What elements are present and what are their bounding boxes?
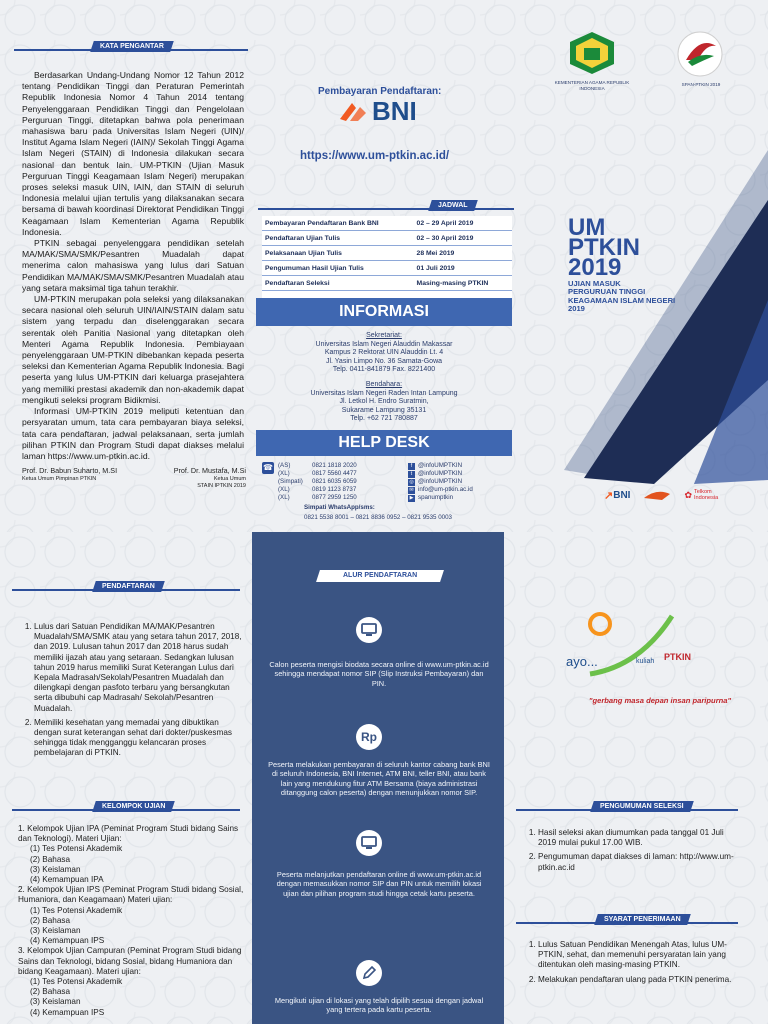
- bendahara-label: Bendahara:: [365, 380, 403, 388]
- pengumuman-header: PENGUMUMAN SELEKSI: [516, 801, 738, 813]
- materi-item: (4) Kemampuan IPS: [30, 936, 105, 946]
- jadwal-header: JADWAL: [258, 200, 514, 212]
- materi-item: (1) Tes Potensi Akademik: [30, 977, 123, 987]
- span-ptkin-emblem-icon: [676, 30, 724, 78]
- signer-name: Prof. Dr. Babun Suharto, M.SI: [22, 466, 118, 475]
- sponsor-bni-logo: [604, 489, 630, 502]
- ipa-materi: [18, 844, 246, 885]
- materi-item: (1) Tes Potensi Akademik: [30, 844, 123, 854]
- bni-mark-icon: ↗: [604, 489, 614, 502]
- jadwal-table: [262, 216, 512, 291]
- social-contact[interactable]: [408, 494, 512, 502]
- jadwal-date: 02 – 30 April 2019: [414, 231, 512, 246]
- kata-pengantar-body: [22, 70, 244, 462]
- materi-item: (4) Kemampuan IPS: [30, 1007, 105, 1017]
- whatsapp-label: Simpati WhatsApp/sms:: [304, 504, 375, 511]
- signature-left: [22, 466, 132, 483]
- carrier-tag: (AS): [278, 462, 291, 469]
- sekretariat-line: Kampus 2 Rektorat UIN Alauddin Lt. 4: [324, 349, 444, 357]
- cover-subtitle-line: KEAGAMAAN ISLAM NEGERI: [568, 295, 676, 305]
- ayo-text: ayo...: [566, 654, 598, 669]
- materi-item: (3) Keislaman: [30, 997, 81, 1007]
- sekretariat-line: Jl. Yasin Limpo No. 36 Samata-Gowa: [325, 357, 443, 365]
- cover-title: [568, 214, 640, 281]
- signer-title: STAIN IPTKIN 2019: [197, 482, 246, 489]
- alur-step-4: Mengikuti ujian di lokasi yang telah dipilih sesuai dengan jadwal yang tertera pada kartu peserta.: [274, 996, 484, 1015]
- phone-number: 0821 1818 2020: [312, 462, 357, 469]
- kemenag-emblem-icon: [566, 30, 618, 76]
- youtube-icon: ▶: [409, 494, 414, 501]
- campuran-materi: [18, 977, 246, 1018]
- social-handle: @infoUMPTKIN: [418, 462, 463, 469]
- cover-subtitle-line: 2019: [568, 304, 585, 314]
- jadwal-row: [262, 276, 512, 291]
- registration-url-link[interactable]: https://www.um-ptkin.ac.id/: [300, 150, 450, 162]
- ptkin-text: PTKIN: [664, 652, 691, 662]
- informasi-body: [262, 332, 506, 424]
- signer-title: Ketua Umum: [213, 475, 246, 482]
- cover-title-um: UM: [568, 214, 606, 241]
- phone-icon: ☎: [263, 463, 273, 472]
- kata-pengantar-paragraph: PTKIN sebagai penyelenggara pendidikan setelah MA/MAK/SMA/SMK/Pesantren Muadalah dapat menerima calon mahasiswa yang lulus dari Satuan Pendidikan MA/MAK/SMA/SMK/Pesantren Muadalah atau yang setara maksimal tiga tahun terakhir.: [22, 238, 244, 293]
- jadwal-date: 02 – 29 April 2019: [414, 216, 512, 231]
- alur-step-2: Peserta melakukan pembayaran di seluruh kantor cabang bank BNI di seluruh Indonesia, BNI Internet, ATM BNI, teller BNI, atau bank lain yang mendukung fitur ATM Bersama (biaya administrasi ditanggung calon peserta) dengan menunjukkan nomor SIP.: [268, 760, 490, 798]
- kelompok-list: [18, 824, 246, 1018]
- phone-list: [278, 462, 402, 502]
- kelompok-header: KELOMPOK UJIAN: [12, 801, 240, 813]
- jadwal-event: Pendaftaran Ujian Tulis: [262, 231, 414, 246]
- bni-logo: [336, 96, 417, 127]
- pengumuman-item: 2. Pengumuman dapat diakses di laman: http://www.um-ptkin.ac.id: [538, 852, 738, 872]
- email-icon: ✉: [409, 486, 414, 493]
- alur-step-1: Calon peserta mengisi biodata secara online di www.um-ptkin.ac.id sehingga mendapat nomor SIP (Slip Instruksi Pembayaran) dan PIN.: [269, 660, 489, 688]
- phone-number: 0821 6035 6059: [312, 478, 357, 485]
- kemenag-caption: KEMENTERIAN AGAMA REPUBLIK INDONESIA: [554, 80, 630, 91]
- social-contact[interactable]: [408, 470, 512, 478]
- phone-contact: [278, 486, 402, 494]
- cover-subtitle: [568, 280, 675, 314]
- span-ptkin-caption: SPAN-PTKIN 2019: [681, 82, 721, 87]
- bendahara-line: Sukarame Lampung 35131: [341, 406, 427, 414]
- ips-materi: [18, 906, 246, 947]
- materi-item: (3) Keislaman: [30, 926, 81, 936]
- pendaftaran-list: [20, 622, 246, 763]
- pendaftaran-item: 2. Memiliki kesehatan yang memadai yang dibuktikan dengan surat keterangan sehat dari dokter/puskesmas sehingga tidak mengganggu kelancaran proses pembelajaran di PTKIN.: [34, 718, 246, 759]
- jadwal-table-wrap: [262, 216, 512, 298]
- sponsor-telkom-text: Telkom Indonesia: [694, 489, 719, 501]
- span-ptkin-logo: [676, 30, 724, 78]
- jadwal-event: Pelaksanaan Ujian Tulis: [262, 246, 414, 261]
- jadwal-event: Pengumuman Hasil Ujian Tulis: [262, 261, 414, 276]
- carrier-tag: (XL): [278, 486, 290, 493]
- jadwal-row: [262, 261, 512, 276]
- syarat-header: SYARAT PENERIMAAN: [516, 914, 738, 926]
- pendaftaran-header: PENDAFTARAN: [12, 581, 240, 593]
- jadwal-row: [262, 216, 512, 231]
- jadwal-date: 01 Juli 2019: [414, 261, 512, 276]
- kelompok-ipa: 1. Kelompok Ujian IPA (Peminat Program Studi bidang Sains dan Teknologi). Materi Ujian:: [18, 824, 239, 844]
- sekretariat-label: Sekretariat:: [366, 332, 402, 339]
- pencil-icon: [356, 960, 382, 986]
- cover-panel: [524, 0, 768, 532]
- kata-pengantar-paragraph: Berdasarkan Undang-Undang Nomor 12 Tahun 2012 tentang Pendidikan Tinggi dan Peraturan Pemerintah Republik Indonesia Nomor 4 Tahun 2014 tentang Penyelenggaraan Pendidikan Tinggi dan Pengelolaan Perguruan Tinggi, ditetapkan bahwa pola penerimaan mahasiswa baru pada Universitas Islam Negeri (UIN)/ Institut Agama Islam Negeri (IAIN)/ Sekolah Tinggi Agama Islam Negeri (STAIN) di Indonesia dilakukan secara nasional dan bentuk lain. UM-PTKIN (Ujian Masuk Perguruan Tinggi Keagamaan Islam Negeri) merupakan proses seleksi masuk UIN, IAIN, dan STAIN di seluruh Indonesia melalui ujian tertulis yang dilaksanakan secara bersama di bawah koordinasi Direktorat Pendidikan Tinggi Keagamaan Islam Kementerian Agama Republik Indonesia.: [22, 70, 244, 237]
- bni-mark-icon: [336, 99, 370, 125]
- phone-number: 0817 5560 4477: [312, 470, 357, 477]
- jadwal-date: Masing-masing PTKIN: [414, 276, 512, 291]
- help-desk-body: [262, 462, 512, 532]
- materi-item: (3) Keislaman: [30, 864, 81, 874]
- rupiah-icon: Rp: [356, 724, 382, 750]
- informasi-title: INFORMASI: [256, 298, 512, 326]
- telkom-mark-icon: ✿: [684, 489, 692, 500]
- social-contact[interactable]: [408, 478, 512, 486]
- pendaftaran-item: 1. Lulus dari Satuan Pendidikan MA/MAK/Pesantren Muadalah/SMA/SMK atau yang setara tahun 2017, 2018, dan 2019. Lulusan tahun 2017 dan 2018 harus sudah memiliki ijazah atau yang setaraan. Sedangkan lulusan tahun 2019 harus memiliki Surat Keterangan Lulus dari Kepala Madrasah/Sekolah/Pesantren Muadalah dan dilengkapi dengan pasfoto terbaru yang bersangkutan serta dibubuhi cap Madrasah/ Sekolah/Pesantren Muadalah.: [34, 622, 246, 714]
- social-handle: info@um-ptkin.ac.id: [418, 486, 473, 493]
- bni-wordmark: BNI: [372, 96, 417, 126]
- bendahara-line: Universitas Islam Negeri Raden Intan Lampung: [310, 389, 458, 397]
- sekretariat-line: Universitas Islam Negeri Alauddin Makassar: [315, 340, 453, 348]
- sponsor-bni-text: BNI: [613, 489, 631, 501]
- kata-pengantar-paragraph: Informasi UM-PTKIN 2019 meliputi ketentuan dan persyaratan umum, tata cara pembayaran biaya seleksi, tata cara pendaftaran, jadwal pelaksanaan, serta jumlah pilihan PTKIN dan Program Studi dapat diakses melalui laman https://www.um-ptkin.ac.id.: [22, 406, 244, 461]
- phone-contact: [278, 478, 402, 486]
- carrier-tag: (Simpati): [278, 478, 303, 485]
- sponsor-telkom-logo: [684, 489, 734, 501]
- jadwal-row: [262, 231, 512, 246]
- materi-item: (4) Kemampuan IPA: [30, 875, 104, 885]
- cover-title-ptkin: PTKIN: [568, 234, 640, 261]
- alur-step-3: Peserta melanjutkan pendaftaran online di www.um-ptkin.ac.id dengan memasukkan nomor SIP dan PIN untuk memilih lokasi ujian dan pilihan program studi hingga cetak kartu peserta.: [276, 870, 482, 898]
- jadwal-event: Pembayaran Pendaftaran Bank BNI: [262, 216, 414, 231]
- signature-right: [152, 466, 246, 490]
- kelompok-ips: 2. Kelompok Ujian IPS (Peminat Program Studi bidang Sosial, Humaniora, dan Keagamaan) Materi ujian:: [18, 885, 244, 905]
- kata-pengantar-paragraph: UM-PTKIN merupakan pola seleksi yang dilaksanakan secara nasional oleh seluruh UIN/IAIN/STAIN dalam satu sistem yang terpadu dan diselenggarakan secara serentak oleh Panitia Nasional yang ditetapkan oleh Menteri Agama Republik Indonesia. Pembiayaan penyelenggaraan UM-PTKIN dibebankan kepada peserta seleksi dan Kementerian Agama Republik Indonesia. Bagi peserta yang lulus UM-PTKIN dari keluarga prasejahtera yang memiliki prestasi akademik dan non-akademik dapat mengikuti seleksi program Bidikmisi.: [22, 294, 244, 405]
- phone-contact: [278, 470, 402, 478]
- social-handle: spanumptkin: [418, 494, 454, 501]
- sekretariat-line: Telp. 0411-841879 Fax. 8221400: [332, 366, 436, 374]
- whatsapp-numbers: 0821 5538 8001 – 0821 8836 0952 – 0821 9535 0003: [304, 514, 452, 521]
- jadwal-row: [262, 246, 512, 261]
- kelompok-campuran: 3. Kelompok Ujian Campuran (Peminat Program Studi bidang Sains dan Teknologi, bidang Sosial, bidang Humaniora dan bidang Keagamaan). Materi ujian:: [18, 946, 242, 976]
- help-desk-title: HELP DESK: [256, 430, 512, 456]
- jadwal-event: Pendaftaran Seleksi: [262, 276, 414, 291]
- jadwal-date: 28 Mei 2019: [414, 246, 512, 261]
- alur-header: ALUR PENDAFTARAN: [316, 570, 444, 582]
- social-list: [408, 462, 512, 502]
- facebook-icon: f: [408, 463, 415, 470]
- ayo-swoosh-graphic: [560, 610, 740, 680]
- kemenag-logo: [566, 30, 618, 76]
- ayo-tagline: "gerbang masa depan insan paripurna": [588, 696, 732, 705]
- twitter-icon: t: [408, 471, 415, 478]
- ayo-kuliah-logo: [560, 610, 740, 705]
- kuliah-text: kuliah: [636, 658, 655, 665]
- carrier-tag: (XL): [278, 494, 290, 501]
- phone-number: 0877 2959 1250: [312, 494, 357, 501]
- kata-pengantar-header: KATA PENGANTAR: [14, 41, 248, 53]
- payment-label: Pembayaran Pendaftaran:: [318, 86, 442, 97]
- monitor-icon: [356, 830, 382, 856]
- syarat-list: [524, 940, 738, 989]
- materi-item: (2) Bahasa: [30, 854, 71, 864]
- social-handle: @infoUMPTKIN: [418, 478, 463, 485]
- pos-logo-icon: [642, 488, 672, 502]
- social-contact[interactable]: [408, 462, 512, 470]
- cover-subtitle-line: UJIAN MASUK: [568, 279, 621, 288]
- bendahara-line: Telp. +62 721 780887: [350, 415, 418, 423]
- carrier-tag: (XL): [278, 470, 290, 477]
- materi-item: (1) Tes Potensi Akademik: [30, 905, 123, 915]
- monitor-icon: [356, 617, 382, 643]
- social-contact[interactable]: [408, 486, 512, 494]
- signer-title: Ketua Umum Pimpinan PTKIN: [22, 475, 97, 482]
- pengumuman-item: 1. Hasil seleksi akan diumumkan pada tanggal 01 Juli 2019 mulai pukul 17.00 WIB.: [538, 828, 738, 848]
- phone-contact: [278, 462, 402, 470]
- phone-contact: [278, 494, 402, 502]
- materi-item: (2) Bahasa: [30, 915, 71, 925]
- cover-title-year: 2019: [568, 254, 622, 281]
- materi-item: (2) Bahasa: [30, 987, 71, 997]
- social-handle: @infoUMPTKIN: [418, 470, 463, 477]
- syarat-item: 2. Melakukan pendaftaran ulang pada PTKIN penerima.: [538, 975, 738, 985]
- sponsor-logos: [604, 488, 734, 502]
- signer-name: Prof. Dr. Mustafa, M.Si: [173, 466, 246, 475]
- syarat-item: 1. Lulus Satuan Pendidikan Menengah Atas, lulus UM-PTKIN, sehat, dan memenuhi persyaratan lain yang ditentukan oleh masing-masing PTKIN.: [538, 940, 738, 971]
- instagram-icon: ◎: [409, 478, 414, 485]
- cover-subtitle-line: PERGURUAN TINGGI: [568, 287, 646, 297]
- bendahara-line: Jl. Letkol H. Endro Suratmin,: [339, 398, 429, 406]
- pengumuman-list: [524, 828, 738, 877]
- phone-number: 0819 1123 8737: [312, 486, 357, 493]
